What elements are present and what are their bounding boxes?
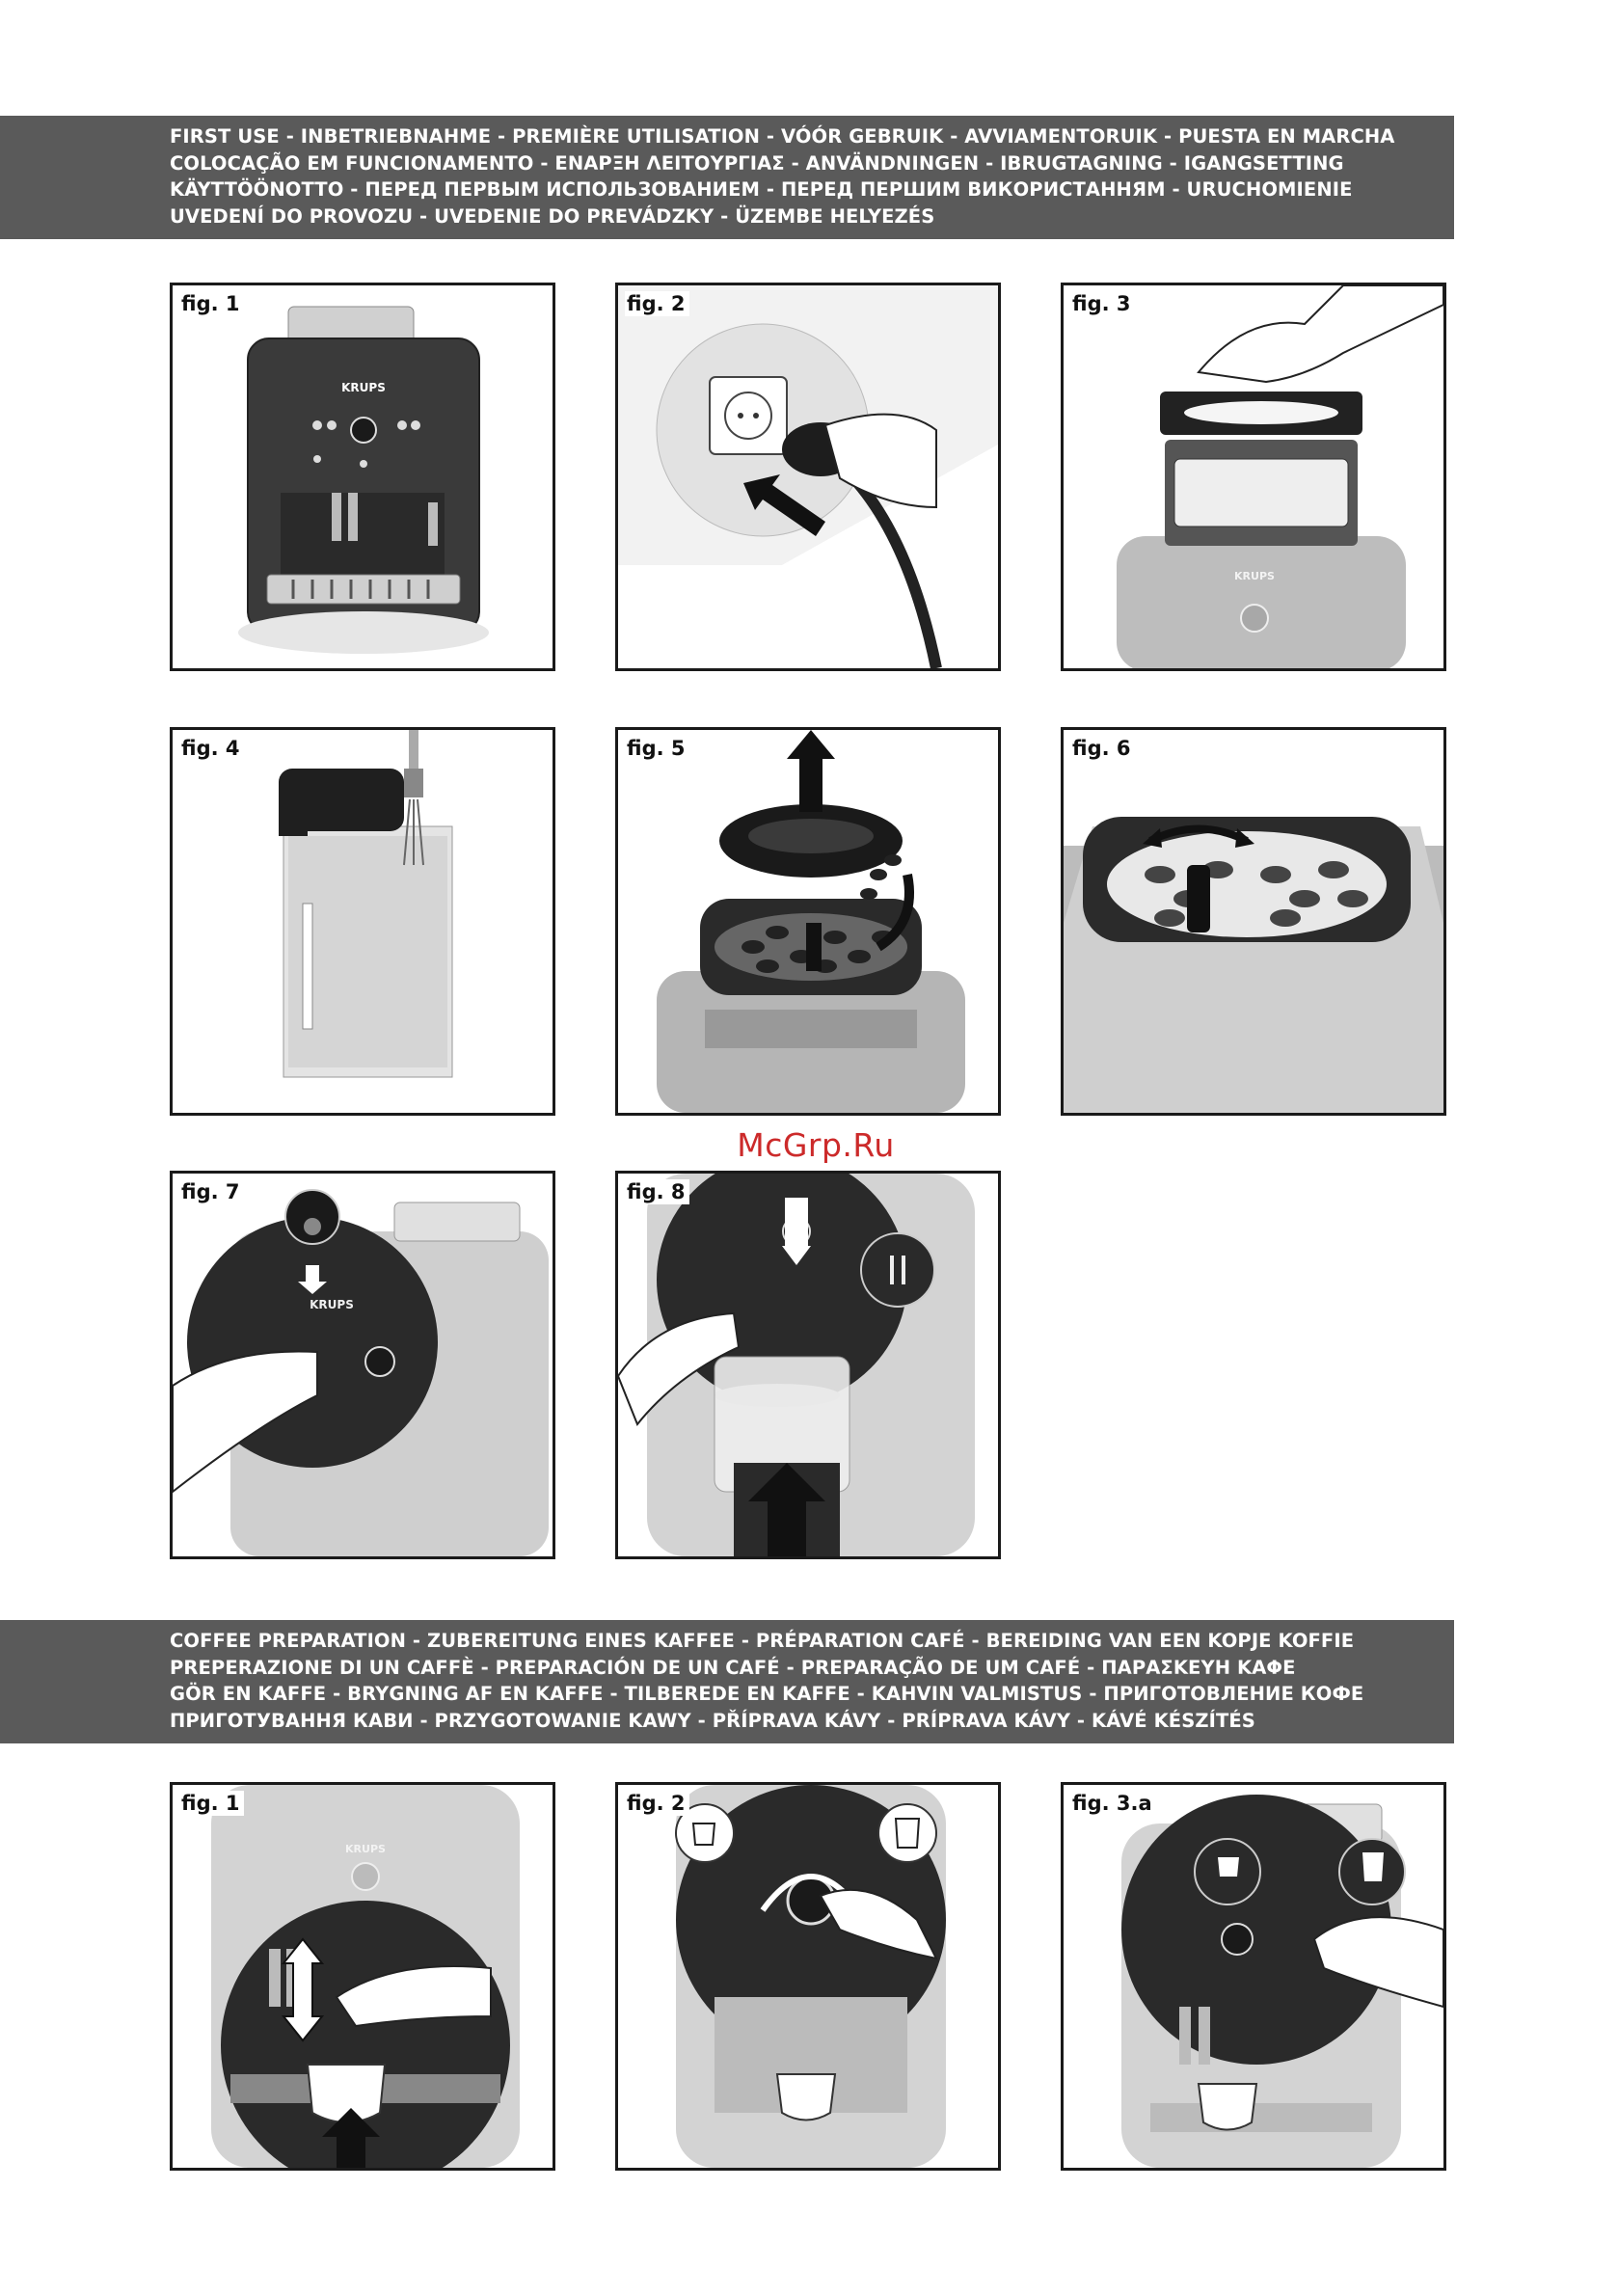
machine-front-illustration <box>173 285 553 668</box>
figure-label: fig. 8 <box>625 1179 689 1204</box>
power-on-illustration <box>173 1174 553 1556</box>
coffee-preparation-heading-line: ПРИГОТУВАННЯ КАВИ - PRZYGOTOWANIE KAWY - PŘÍPRAVA KÁVY - PRÍPRAVA KÁVY - KÁVÉ KÉSZÍTÉS <box>170 1709 1255 1732</box>
first-use-heading-line: UVEDENÍ DO PROVOZU - UVEDENIE DO PREVÁDZKY - ÜZEMBE HELYEZÉS <box>170 204 935 228</box>
figure-label: fig. 3.a <box>1070 1791 1156 1816</box>
first-use-heading <box>0 116 1454 239</box>
adjust-spout-illustration <box>173 1785 553 2168</box>
fill-water-tank-illustration <box>173 730 553 1113</box>
grind-setting-illustration <box>1064 730 1443 1113</box>
coffee-prep-fig-1 <box>170 1782 555 2171</box>
brand-logo: KRUPS <box>341 381 386 394</box>
figure-label: fig. 2 <box>625 1791 689 1816</box>
figure-label: fig. 1 <box>179 1791 244 1816</box>
first-use-fig-2 <box>615 283 1001 671</box>
coffee-prep-fig-3a <box>1061 1782 1446 2171</box>
first-use-fig-7 <box>170 1171 555 1559</box>
first-use-heading-line: KÄYTTÖÖNOTTO - ПЕРЕД ПЕРВЫМ ИСПОЛЬЗОВАНИЕМ - ПЕРЕД ПЕРШИМ ВИКОРИСТАННЯМ - URUCHOMIENIE <box>170 178 1353 201</box>
coffee-preparation-heading <box>0 1620 1454 1743</box>
figure-label: fig. 6 <box>1070 736 1135 761</box>
first-use-fig-4 <box>170 727 555 1116</box>
first-use-heading-line: COLOCAÇÃO EM FUNCIONAMENTO - ΕΝΑΡΞΗ ΛΕΙΤΟΥΡΓΙΑΣ - ANVÄNDNINGEN - IBRUGTAGNING - IGANGSETTING <box>170 151 1344 175</box>
figure-label: fig. 3 <box>1070 291 1135 316</box>
first-use-fig-3 <box>1061 283 1446 671</box>
figure-label: fig. 1 <box>179 291 244 316</box>
first-use-fig-1 <box>170 283 555 671</box>
brand-logo: KRUPS <box>345 1843 386 1855</box>
coffee-preparation-heading-line: COFFEE PREPARATION - ZUBEREITUNG EINES KAFFEE - PRÉPARATION CAFÉ - BEREIDING VAN EEN KOPJE KOFFIE <box>170 1630 1355 1652</box>
figure-label: fig. 7 <box>179 1179 244 1204</box>
figure-label: fig. 2 <box>625 291 689 316</box>
coffee-strength-dial-illustration <box>618 1785 998 2168</box>
brand-logo: KRUPS <box>310 1298 354 1311</box>
first-use-fig-6 <box>1061 727 1446 1116</box>
watermark-text: McGrp.Ru <box>737 1126 895 1164</box>
brand-logo: KRUPS <box>1234 570 1275 582</box>
first-use-heading-line: FIRST USE - INBETRIEBNAHME - PREMIÈRE UTILISATION - VÓÓR GEBRUIK - AVVIAMENTORUIK - PUESTA EN MARCHA <box>170 125 1395 148</box>
first-use-fig-8 <box>615 1171 1001 1559</box>
rinse-illustration <box>618 1174 998 1556</box>
figure-label: fig. 5 <box>625 736 689 761</box>
cup-size-selection-illustration <box>1064 1785 1443 2168</box>
figure-label: fig. 4 <box>179 736 244 761</box>
first-use-fig-5 <box>615 727 1001 1116</box>
plug-in-illustration <box>618 285 998 668</box>
coffee-preparation-heading-line: GÖR EN KAFFE - BRYGNING AF EN KAFFE - TILBEREDE EN KAFFE - KAHVIN VALMISTUS - ПРИГОТОВЛЕНИЕ КОФЕ <box>170 1683 1364 1705</box>
water-tank-lid-illustration <box>1064 285 1443 668</box>
fill-beans-illustration <box>618 730 998 1113</box>
coffee-preparation-heading-line: PREPERAZIONE DI UN CAFFÈ - PREPARACIÓN DE UN CAFÉ - PREPARAÇÃO DE UM CAFÉ - ΠΑΡΑΣΚΕΥΗ ΚΑΦΕ <box>170 1656 1296 1679</box>
coffee-prep-fig-2 <box>615 1782 1001 2171</box>
